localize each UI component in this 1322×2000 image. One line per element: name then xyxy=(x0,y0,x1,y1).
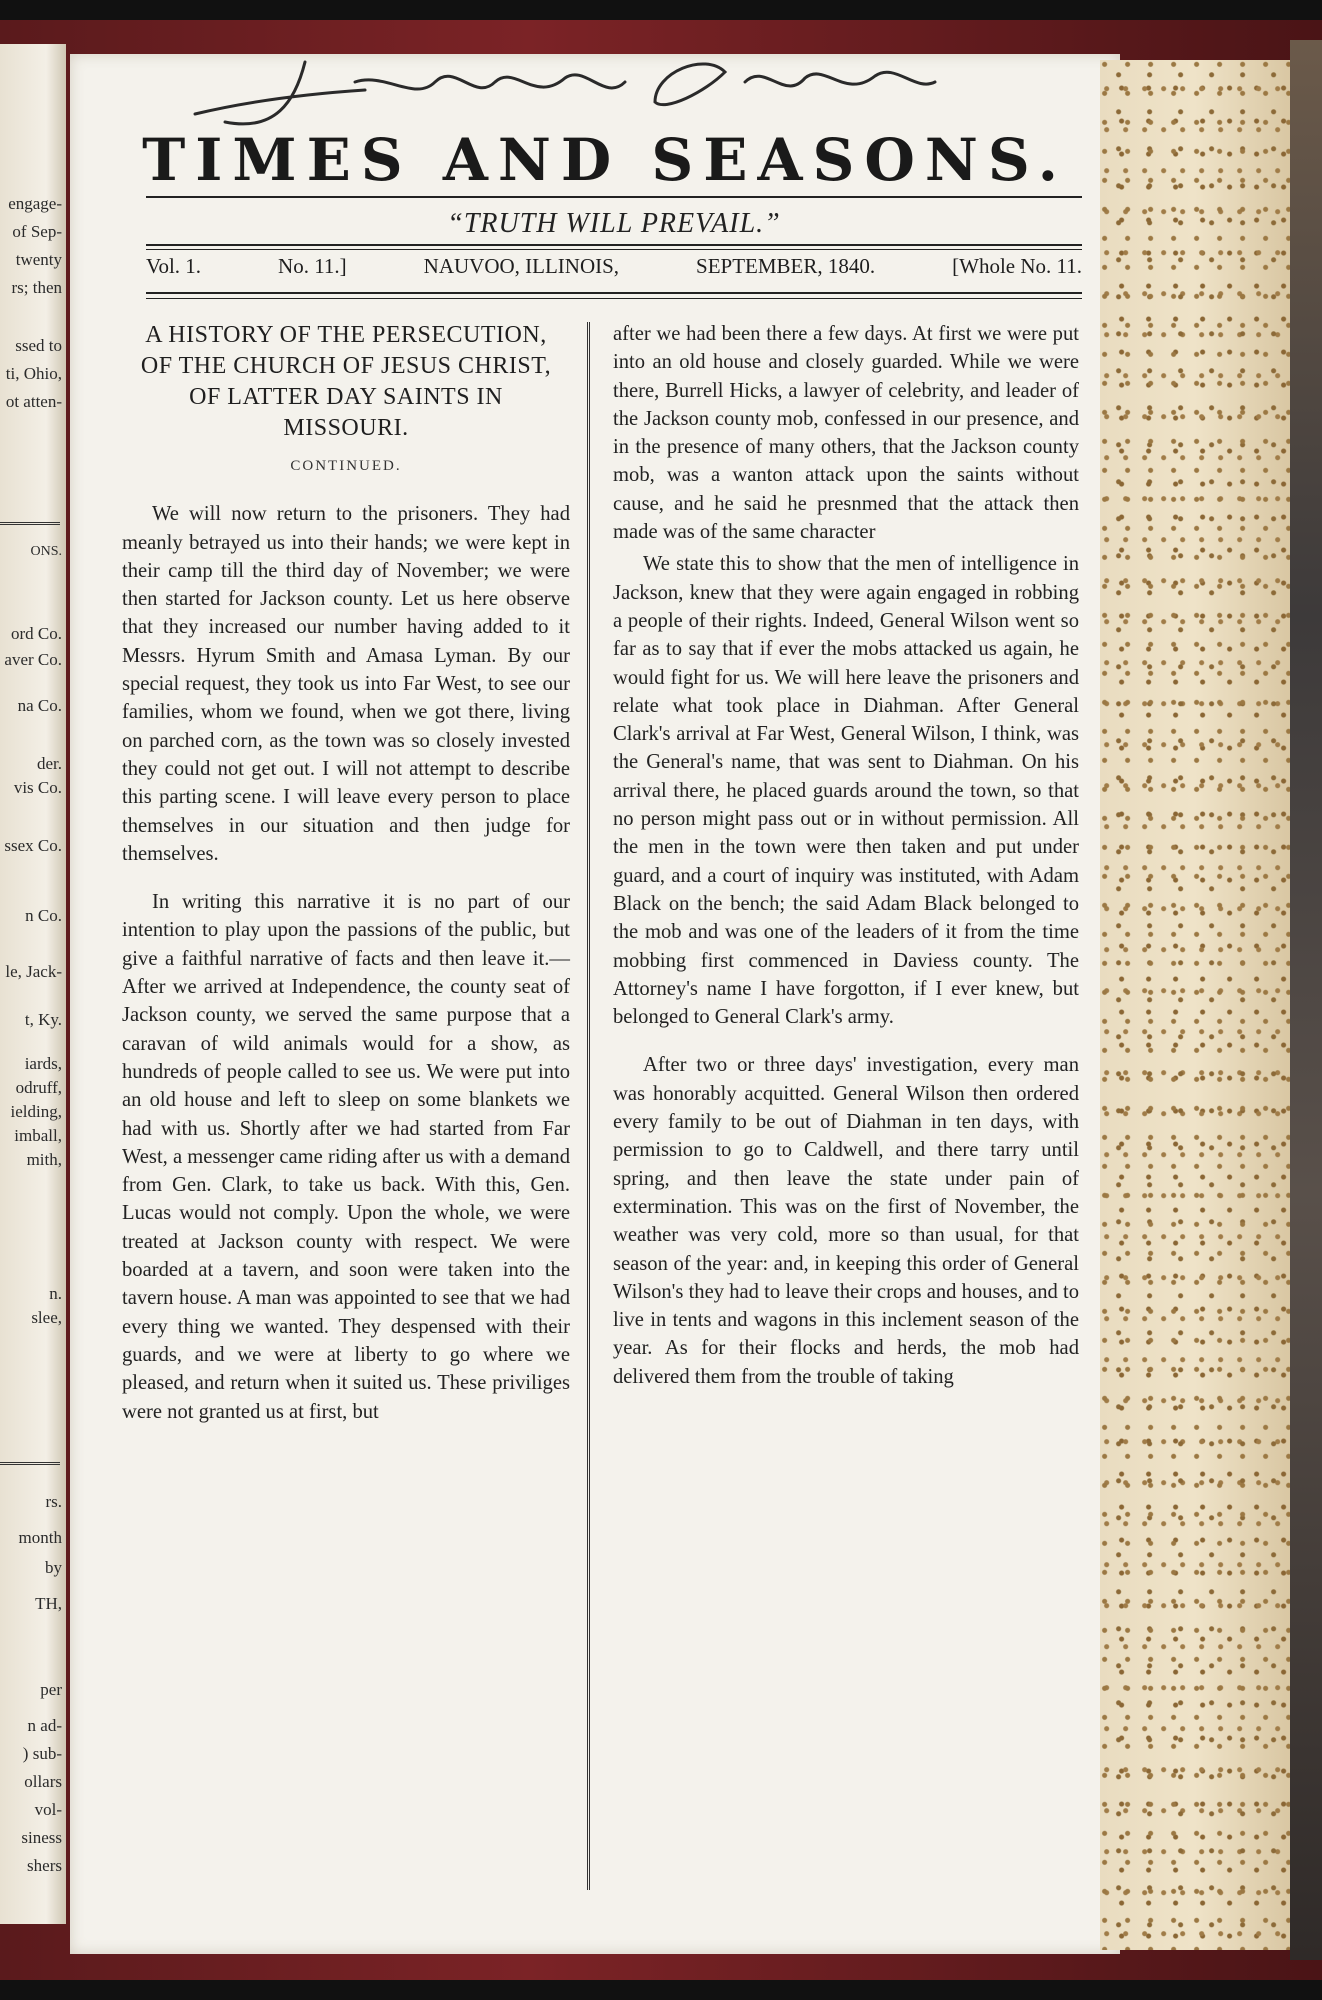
left-fragment: per xyxy=(40,1680,62,1699)
left-fragment: slee, xyxy=(31,1308,62,1327)
left-fragment: aver Co. xyxy=(4,650,62,669)
left-fragment: na Co. xyxy=(17,696,62,715)
column-divider xyxy=(587,322,590,1890)
left-fragment: twenty xyxy=(15,250,62,269)
article-paragraph: We state this to show that the men of intelligence in Jackson, knew that they were again engaged in robbing a people of their rights. Indeed, General Wilson went so far as to say that if ever the mobs attacked us again, he would fight for us. We will here leave the prisoners and relate what took place in Diahman. After General Clark's arrival at Far West, General Wilson, I think, was the General's name, that was sent to Diahman. On his arrival there, he placed guards around the town, so that no person might pass out or in without permission. All the men in the town were then taken and put under guard, and a court of inquiry was instituted, with Adam Black on the bench; the said Adam Black belonged to the mob and was one of the leaders of it from the time mobbing first commenced in Daviess county. The Attorney's name I have forgotton, if I ever knew, but belonged to General Clark's army. xyxy=(613,553,1079,1029)
left-fragment: n Co. xyxy=(25,906,62,925)
book-cover-edge xyxy=(1290,40,1322,1960)
facing-page-edge xyxy=(0,44,66,1924)
left-fragment: ssex Co. xyxy=(4,836,62,855)
left-fragment: n. xyxy=(49,1284,62,1303)
masthead-title: TIMES AND SEASONS. xyxy=(142,126,1068,194)
left-fragment: month xyxy=(18,1528,62,1547)
left-fragment: by xyxy=(45,1558,62,1577)
left-fragment: siness xyxy=(21,1828,62,1847)
left-fragment: ord Co. xyxy=(11,624,62,643)
left-fragment: vol- xyxy=(34,1800,62,1819)
left-rule xyxy=(0,1462,60,1465)
left-rule xyxy=(0,522,60,525)
page-edge-foxing xyxy=(1100,60,1290,1950)
left-fragment: ot atten- xyxy=(5,392,62,411)
left-fragment: imball, xyxy=(14,1126,62,1145)
masthead-motto: “TRUTH WILL PREVAIL.” xyxy=(447,208,781,239)
left-fragment: vis Co. xyxy=(13,778,62,797)
left-fragment: t, Ky. xyxy=(24,1010,62,1029)
issue-number: No. 11.] xyxy=(278,254,347,278)
right-column xyxy=(613,320,1079,1395)
article-paragraph: We will now return to the prisoners. They had meanly betrayed us into their hands; we were kept in their camp till the third day of November; we were then started for Jackson county. Let us here observe that they increased our number having added to it Messrs. Hyrum Smith and Amasa Lyman. By our special request, they took us into Far West, to see our families, whom we found, when we got there, living on parched corn, as the town was so closely invested they could not get out. I will not attempt to describe this parting scene. I will leave every person to place themselves in our situation and then judge for themselves. xyxy=(122,503,570,865)
left-fragment: ) sub- xyxy=(22,1744,62,1763)
issue-rule xyxy=(146,292,1082,294)
left-fragment: rs. xyxy=(45,1492,62,1511)
left-fragment: ssed to xyxy=(15,336,62,355)
masthead-rule xyxy=(146,196,1082,198)
motto-rule xyxy=(146,244,1082,246)
left-fragment: ti, Ohio, xyxy=(5,364,62,383)
article-paragraph: after we had been there a few days. At first we were put into an old house and closely guarded. While we were there, Burrell Hicks, a lawyer of celebrity, and leader of the Jackson county mob, confessed in our presence, and in the presence of many others, that the Jackson county mob, was a wanton attack upon the saints without cause, and he said he presnmed that the attack then made was of the same character xyxy=(613,323,1079,544)
left-fragment: le, Jack- xyxy=(5,962,62,981)
left-column xyxy=(122,320,570,1430)
motto-rule-thin xyxy=(146,249,1082,250)
left-fragment: der. xyxy=(36,754,62,773)
left-fragment: iards, xyxy=(24,1054,62,1073)
left-fragment: rs; then xyxy=(11,278,62,297)
left-fragment: engage- xyxy=(8,194,62,213)
left-fragment: ONS. xyxy=(30,544,62,559)
article-paragraph: After two or three days' investigation, every man was honorably acquitted. General Wilson then ordered every family to be out of Diahman in ten days, with permission to go to Caldwell, and there tarry until spring, and then leave the state under pain of extermination. This was on the first of November, the weather was very cold, more so than usual, for that season of the year: and, in keeping this order of General Wilson's they had to leave their crops and houses, and to live in tents and wagons in this inclement season of the year. As for their flocks and herds, the mob had delivered them from the trouble of taking xyxy=(613,1054,1079,1388)
continued-label: CONTINUED. xyxy=(290,458,402,474)
left-fragment: ielding, xyxy=(10,1102,62,1121)
left-fragment: TH, xyxy=(35,1594,62,1613)
publication-date: SEPTEMBER, 1840. xyxy=(696,254,876,278)
left-fragment: odruff, xyxy=(15,1078,62,1097)
volume-number: Vol. 1. xyxy=(146,254,202,278)
issue-info-line xyxy=(146,254,1082,279)
whole-number: [Whole No. 11. xyxy=(952,254,1082,278)
left-fragment: ollars xyxy=(24,1772,62,1791)
article-title: A HISTORY OF THE PERSECUTION, OF THE CHURCH OF JESUS CHRIST, OF LATTER DAY SAINTS IN MISSOURI. xyxy=(140,322,552,441)
left-fragment: of Sep- xyxy=(12,222,62,241)
article-paragraph: In writing this narrative it is no part of our intention to play upon the passions of the public, but give a faithful narrative of facts and then leave it.— After we arrived at Independence, the county seat of Jackson county, we served the same purpose that a caravan of wild animals would for a show, as hundreds of people called to see us. We were put into an old house and left to sleep on some blankets we had with us. Shortly after we had started from Far West, a messenger came riding after us with a demand from Gen. Clark, to take us back. With this, Gen. Lucas would not comply. Upon the whole, we were treated at Jackson county with respect. We were boarded at a tavern, and soon were taken into the tavern house. A man was appointed to see that we had every thing we wanted. They despensed with their guards, and we were at liberty to go where we pleased, and return when it suited us. These priviliges were not granted us at first, but xyxy=(122,891,570,1423)
issue-rule-thin xyxy=(146,298,1082,299)
left-fragment: mith, xyxy=(26,1150,62,1169)
left-fragment: n ad- xyxy=(27,1716,62,1735)
handwritten-signature xyxy=(185,42,945,132)
publication-place: NAUVOO, ILLINOIS, xyxy=(423,254,620,278)
left-fragment: shers xyxy=(27,1856,62,1875)
